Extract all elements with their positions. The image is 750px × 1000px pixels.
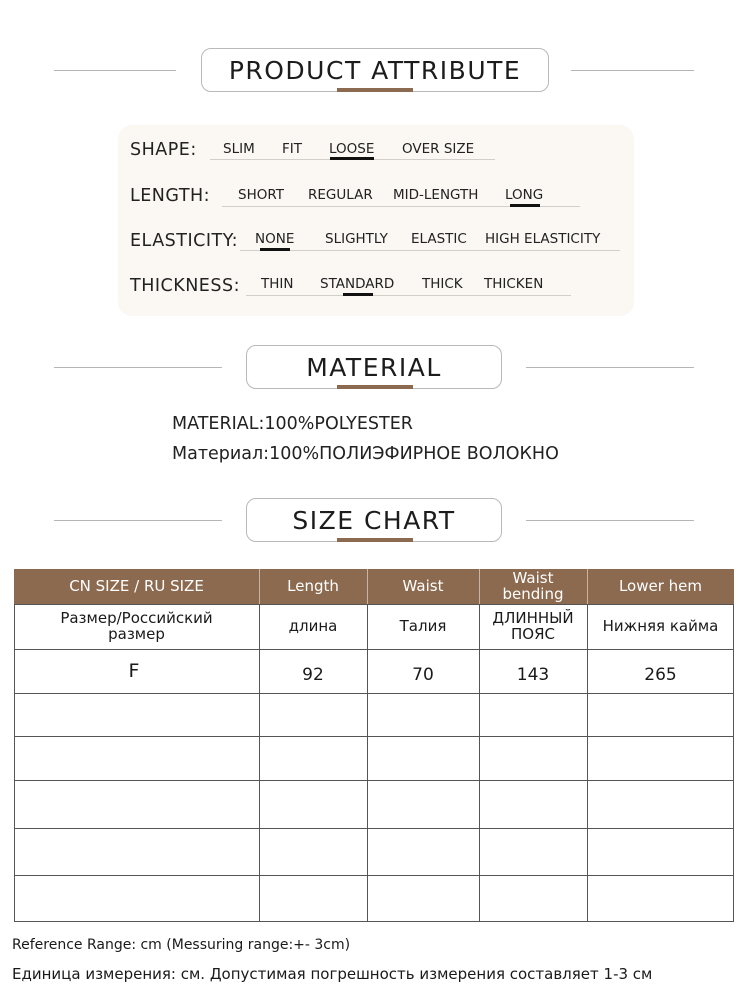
attr-option: THICKEN bbox=[484, 276, 544, 292]
attr-label-thickness: THICKNESS: bbox=[130, 276, 240, 296]
table-border bbox=[14, 693, 734, 694]
attr-rule bbox=[240, 250, 620, 251]
selected-marker bbox=[330, 157, 374, 160]
header-separator bbox=[259, 569, 260, 604]
table-border bbox=[14, 921, 734, 922]
table-border bbox=[259, 604, 260, 922]
product-attribute-title: PRODUCT ATTRIBUTE bbox=[228, 55, 522, 85]
attr-rule bbox=[246, 295, 571, 296]
header-cell-size: CN SIZE / RU SIZE bbox=[69, 576, 204, 595]
product-attribute-heading bbox=[201, 48, 549, 92]
material-line-en: MATERIAL:100%POLYESTER bbox=[172, 414, 413, 434]
material-heading bbox=[246, 345, 502, 389]
heading-accent-bar bbox=[337, 88, 413, 92]
attr-label-shape: SHAPE: bbox=[130, 140, 197, 160]
selected-marker bbox=[510, 204, 540, 207]
divider-left bbox=[54, 520, 222, 521]
header-separator bbox=[479, 569, 480, 604]
attr-label-length: LENGTH: bbox=[130, 186, 211, 206]
attr-option: REGULAR bbox=[308, 187, 373, 203]
attr-option: THIN bbox=[261, 276, 294, 292]
table-border bbox=[14, 604, 15, 922]
header-cell-waist-bending: Waist bending bbox=[502, 568, 564, 603]
size-chart-title: SIZE CHART bbox=[292, 505, 456, 535]
heading-accent-bar bbox=[337, 385, 413, 389]
attr-label-elasticity: ELASTICITY: bbox=[130, 231, 238, 251]
table-border bbox=[14, 604, 734, 605]
divider-right bbox=[526, 520, 694, 521]
waist-value-cell: 70 bbox=[412, 664, 434, 685]
reference-range-note: Reference Range: cm (Messuring range:+- 3cm) bbox=[12, 937, 351, 953]
divider-right bbox=[526, 367, 694, 368]
attr-option: SLIGHTLY bbox=[325, 231, 388, 247]
material-title: MATERIAL bbox=[306, 352, 442, 382]
ru-header-cell-waist: Талия bbox=[399, 616, 447, 635]
table-border bbox=[479, 604, 480, 922]
material-line-ru: Материал:100%ПОЛИЭФИРНОЕ ВОЛОКНО bbox=[172, 444, 559, 464]
table-border bbox=[14, 780, 734, 781]
divider-left bbox=[54, 367, 222, 368]
selected-marker bbox=[343, 293, 373, 296]
header-separator bbox=[367, 569, 368, 604]
lower-hem-value-cell: 265 bbox=[644, 664, 677, 685]
size-value-cell: F bbox=[128, 659, 140, 682]
table-border bbox=[14, 649, 734, 650]
table-border bbox=[14, 828, 734, 829]
divider-left bbox=[54, 70, 176, 71]
reference-range-note-ru: Единица измерения: см. Допустимая погрешность измерения составляет 1-3 см bbox=[12, 965, 653, 983]
header-cell-length: Length bbox=[287, 576, 339, 595]
table-border bbox=[14, 736, 734, 737]
length-value-cell: 92 bbox=[302, 664, 324, 685]
ru-header-cell-waist-bending: ДЛИННЫЙ ПОЯС bbox=[492, 608, 574, 643]
header-separator bbox=[587, 569, 588, 604]
ru-header-cell-size: Размер/Российский размер bbox=[60, 608, 213, 643]
attr-option: SLIM bbox=[223, 141, 255, 157]
attr-option-selected: NONE bbox=[255, 231, 295, 247]
attr-option: SHORT bbox=[238, 187, 284, 203]
attr-option: THICK bbox=[422, 276, 463, 292]
waist-bending-value-cell: 143 bbox=[516, 664, 550, 685]
table-border bbox=[14, 875, 734, 876]
header-cell-waist: Waist bbox=[402, 576, 444, 595]
table-border bbox=[587, 604, 588, 922]
size-table bbox=[14, 569, 734, 922]
attr-option: MID-LENGTH bbox=[393, 187, 479, 203]
attr-option: FIT bbox=[282, 141, 302, 157]
attr-option: ELASTIC bbox=[411, 231, 467, 247]
attr-option-selected: LOOSE bbox=[329, 141, 375, 157]
attr-option: OVER SIZE bbox=[402, 141, 475, 157]
size-chart-heading bbox=[246, 498, 502, 542]
header-cell-lower-hem: Lower hem bbox=[618, 576, 703, 595]
table-border bbox=[733, 604, 734, 922]
divider-right bbox=[571, 70, 694, 71]
selected-marker bbox=[260, 248, 290, 251]
attr-option: HIGH ELASTICITY bbox=[485, 231, 601, 247]
ru-header-cell-length: длина bbox=[288, 616, 338, 635]
attr-option-selected: LONG bbox=[505, 187, 544, 203]
table-border bbox=[367, 604, 368, 922]
heading-accent-bar bbox=[337, 538, 413, 542]
ru-header-cell-lower-hem: Нижняя кайма bbox=[602, 616, 719, 635]
attr-option-selected: STANDARD bbox=[320, 276, 395, 292]
